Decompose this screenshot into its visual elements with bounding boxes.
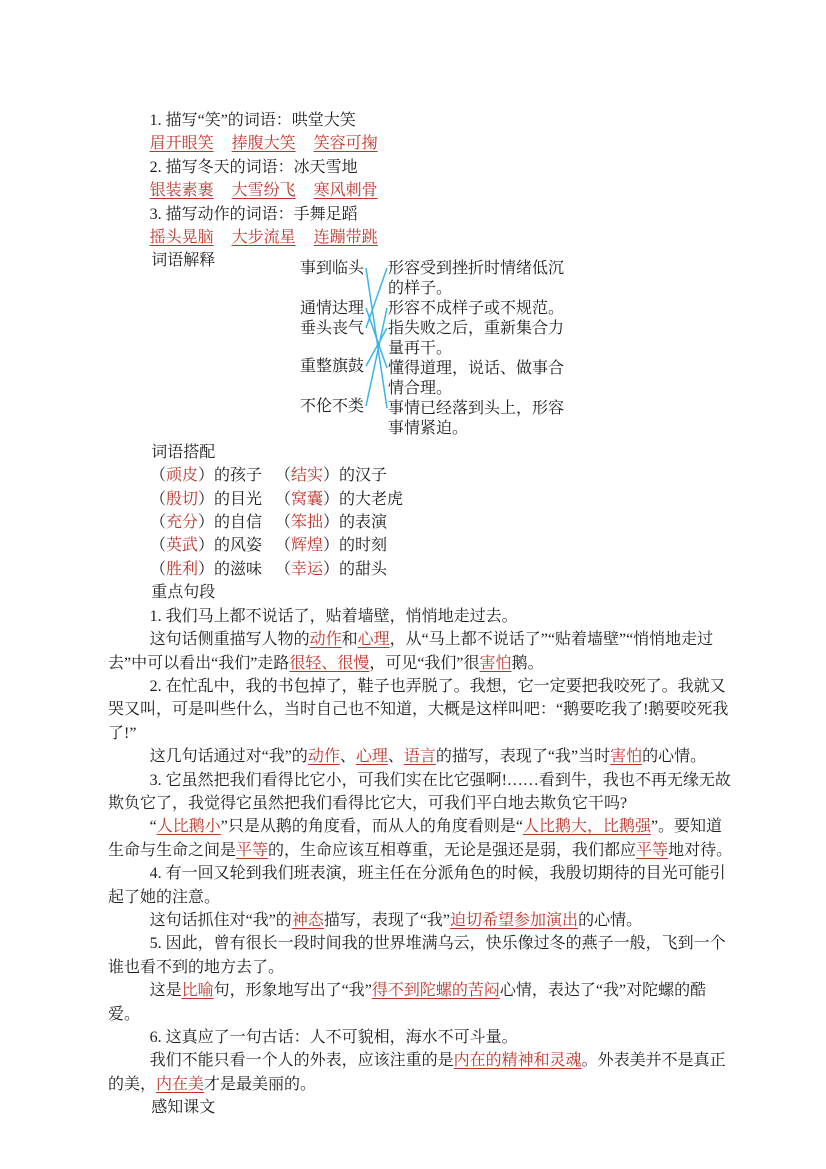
section-header-key-sentences: 重点句段 bbox=[151, 584, 216, 602]
collocation-blank: 顽皮 bbox=[166, 467, 199, 485]
red-highlight: 人比鹅大，比鹅强 bbox=[522, 818, 651, 836]
paragraph-text: 6. 这真应了一句古话：人不可貌相，海水不可斗量。 bbox=[149, 1029, 518, 1046]
collocation-cell bbox=[150, 511, 275, 534]
key-paragraph bbox=[108, 862, 738, 909]
paragraph-text: 1. 我们马上都不说话了，贴着墙壁，悄悄地走过去。 bbox=[149, 607, 518, 625]
red-highlight: 人比鹅小 bbox=[156, 818, 221, 836]
collocation-blank: 辉煌 bbox=[291, 537, 324, 555]
red-highlight: 害怕 bbox=[479, 654, 512, 672]
collocation-suffix: 的自信 bbox=[214, 514, 263, 532]
paragraph-text: ，从“马上都不说话了”“贴着墙壁”“悄悄地走过去”中可以看出“我们”走路 bbox=[108, 631, 714, 672]
key-paragraph bbox=[108, 769, 738, 816]
word-group-answers bbox=[108, 132, 738, 155]
collocation-cell bbox=[275, 558, 387, 581]
red-highlight: 动作 bbox=[307, 748, 340, 766]
key-paragraph bbox=[108, 979, 738, 1026]
paragraph-text: 这几句话通过对“我”的 bbox=[149, 748, 308, 766]
paragraph-text: 这是 bbox=[149, 982, 182, 1000]
paren-close: ） bbox=[323, 537, 340, 555]
key-paragraph bbox=[108, 628, 738, 675]
answer-word: 大步流星 bbox=[231, 229, 296, 247]
paren-close: ） bbox=[323, 514, 340, 532]
paragraph-text: 、 bbox=[339, 748, 356, 766]
paragraph-text: 描写，表现了“我” bbox=[323, 911, 451, 929]
red-highlight: 得不到陀螺的苦闷 bbox=[371, 982, 500, 1000]
red-highlight: 很轻、很慢 bbox=[289, 654, 370, 672]
matching-term: 不伦不类 bbox=[300, 397, 365, 415]
collocation-suffix: 的孩子 bbox=[214, 467, 263, 485]
paren-open: （ bbox=[150, 514, 167, 532]
collocation-row bbox=[108, 558, 738, 581]
paragraph-text: 我们不能只看一个人的外表，应该注重的是 bbox=[149, 1052, 454, 1070]
red-highlight: 心理 bbox=[357, 631, 390, 649]
key-paragraph bbox=[108, 932, 738, 979]
collocation-cell bbox=[150, 534, 275, 557]
paragraph-text: 和 bbox=[341, 631, 358, 649]
collocation-blank: 幸运 bbox=[291, 560, 324, 578]
paren-open: （ bbox=[150, 467, 167, 485]
section-header-explain: 词语解释 bbox=[151, 252, 216, 270]
red-highlight: 害怕 bbox=[610, 748, 643, 766]
paren-open: （ bbox=[275, 467, 292, 485]
matching-definition: 形容不成样子或不规范。 bbox=[388, 299, 565, 317]
paragraph-text: ”只是从鹅的角度看，而从人的角度看则是“ bbox=[220, 818, 523, 836]
paren-close: ） bbox=[198, 560, 215, 578]
collocation-row bbox=[108, 511, 738, 534]
red-highlight: 内在的精神和灵魂 bbox=[453, 1052, 582, 1070]
red-highlight: 心理 bbox=[355, 748, 388, 766]
collocation-suffix: 的汉子 bbox=[339, 467, 388, 485]
match-line bbox=[366, 268, 387, 328]
paren-close: ） bbox=[198, 514, 215, 532]
collocation-suffix: 的表演 bbox=[339, 514, 388, 532]
answer-word: 寒风刺骨 bbox=[313, 182, 378, 200]
collocation-blank: 殷切 bbox=[166, 490, 199, 508]
red-highlight: 平等 bbox=[636, 841, 669, 859]
collocation-suffix: 的时刻 bbox=[339, 537, 388, 555]
collocation-suffix: 的大老虎 bbox=[339, 490, 404, 508]
matching-definition: 指失败之后，重新集合力量再干。 bbox=[388, 319, 565, 357]
key-paragraph bbox=[108, 745, 738, 768]
word-group-prompt: 3. 描写动作的词语：手舞足蹈 bbox=[149, 205, 358, 223]
paragraph-text: 这句话抓住对“我”的 bbox=[149, 911, 292, 929]
key-paragraph bbox=[108, 605, 738, 628]
paragraph-text: 地对待。 bbox=[668, 841, 733, 859]
red-highlight: 神态 bbox=[291, 911, 324, 929]
matching-definition: 事情已经落到头上，形容事情紧迫。 bbox=[388, 399, 565, 437]
section-header-perceive: 感知课文 bbox=[151, 1099, 216, 1117]
paren-close: ） bbox=[198, 490, 215, 508]
matching-definition: 懂得道理，说话、做事合情合理。 bbox=[388, 359, 565, 397]
paragraph-text: 。外表美并不是真正的美， bbox=[108, 1052, 726, 1093]
collocation-section bbox=[108, 464, 738, 581]
paren-open: （ bbox=[275, 537, 292, 555]
matching-term: 重整旗鼓 bbox=[300, 357, 365, 375]
matching-definition: 形容受到挫折时情绪低沉的样子。 bbox=[388, 259, 565, 297]
paren-close: ） bbox=[323, 467, 340, 485]
section-header-collocation: 词语搭配 bbox=[151, 443, 216, 461]
word-group-answers bbox=[108, 226, 738, 249]
paragraph-text: 句，形象地写出了“我” bbox=[213, 982, 372, 1000]
paren-open: （ bbox=[275, 560, 292, 578]
red-highlight: 动作 bbox=[309, 631, 342, 649]
paren-close: ） bbox=[323, 490, 340, 508]
paragraph-text: 5. 因此，曾有很长一段时间我的世界堆满乌云，快乐像过冬的燕子一般，飞到一个谁也看不到的地方去了。 bbox=[108, 935, 726, 976]
paragraph-text: 的描写，表现了“我”当时 bbox=[435, 748, 611, 766]
collocation-cell bbox=[275, 534, 387, 557]
paragraph-text: 3. 它虽然把我们看得比它小，可我们实在比它强啊!……看到牛，我也不再无缘无故欺负它了，我觉得它虽然把我们看得比它大，可我们平白地去欺负它干吗? bbox=[108, 771, 731, 812]
paragraph-text: 2. 在忙乱中，我的书包掉了，鞋子也弄脱了。我想，它一定要把我咬死了。我就又哭又叫，可是叫些什么，当时自己也不知道，大概是这样叫吧：“鹅要吃我了!鹅要咬死我了!” bbox=[108, 677, 729, 742]
paragraph-text: 4. 有一回又轮到我们班表演，班主任在分派角色的时候，我殷切期待的目光可能引起了她的注意。 bbox=[108, 865, 726, 906]
collocation-suffix: 的风姿 bbox=[214, 537, 263, 555]
collocation-cell bbox=[150, 488, 275, 511]
word-group-prompt: 2. 描写冬天的词语：冰天雪地 bbox=[149, 158, 358, 176]
collocation-blank: 充分 bbox=[166, 514, 199, 532]
paragraph-text: 才是最美丽的。 bbox=[204, 1075, 317, 1093]
collocation-blank: 笨拙 bbox=[291, 514, 324, 532]
paragraph-text: 鹅。 bbox=[511, 654, 544, 672]
answer-word: 眉开眼笑 bbox=[149, 135, 214, 153]
paren-close: ） bbox=[323, 560, 340, 578]
key-paragraph bbox=[108, 909, 738, 932]
key-paragraph bbox=[108, 815, 738, 862]
word-group-prompt: 1. 描写“笑”的词语：哄堂大笑 bbox=[149, 112, 356, 129]
matching-term: 通情达理 bbox=[300, 299, 365, 317]
paren-open: （ bbox=[275, 490, 292, 508]
collocation-suffix: 的滋味 bbox=[214, 560, 263, 578]
collocation-row bbox=[108, 534, 738, 557]
answer-word: 摇头晃脑 bbox=[149, 229, 214, 247]
red-highlight: 语言 bbox=[403, 748, 436, 766]
collocation-row bbox=[108, 488, 738, 511]
matching-lines-svg bbox=[300, 259, 600, 441]
collocation-cell bbox=[275, 511, 387, 534]
collocation-cell bbox=[150, 464, 275, 487]
collocation-blank: 胜利 bbox=[166, 560, 199, 578]
collocation-blank: 英武 bbox=[166, 537, 199, 555]
answer-word: 捧腹大笑 bbox=[231, 135, 296, 153]
paragraph-text: 这句话侧重描写人物的 bbox=[149, 631, 310, 649]
matching-term: 垂头丧气 bbox=[300, 319, 365, 337]
paren-open: （ bbox=[150, 560, 167, 578]
red-highlight: 内在美 bbox=[156, 1075, 205, 1093]
answer-word: 大雪纷飞 bbox=[231, 182, 296, 200]
collocation-blank: 窝囊 bbox=[291, 490, 324, 508]
key-paragraph bbox=[108, 1026, 738, 1049]
word-list-section bbox=[108, 109, 738, 249]
matching-term: 事到临头 bbox=[300, 259, 365, 277]
paragraph-text: 、 bbox=[387, 748, 404, 766]
paren-open: （ bbox=[150, 537, 167, 555]
paren-open: （ bbox=[275, 514, 292, 532]
answer-word: 连蹦带跳 bbox=[313, 229, 378, 247]
matching-diagram bbox=[300, 259, 600, 441]
red-highlight: 平等 bbox=[236, 841, 269, 859]
collocation-cell bbox=[275, 488, 403, 511]
paragraph-text: ，可见“我们”很 bbox=[369, 654, 480, 672]
red-highlight: 比喻 bbox=[181, 982, 214, 1000]
collocation-suffix: 的甜头 bbox=[339, 560, 388, 578]
collocation-blank: 结实 bbox=[291, 467, 324, 485]
paragraph-text: 的，生命应该互相尊重，无论是强还是弱，我们都应 bbox=[268, 841, 637, 859]
answer-word: 银装素裹 bbox=[149, 182, 214, 200]
red-highlight: 迫切希望参加演出 bbox=[450, 911, 579, 929]
answer-word: 笑容可掬 bbox=[313, 135, 378, 153]
collocation-suffix: 的目光 bbox=[214, 490, 263, 508]
paragraph-text: 的心情。 bbox=[578, 911, 643, 929]
key-paragraph bbox=[108, 675, 738, 745]
key-paragraph bbox=[108, 1049, 738, 1096]
collocation-cell bbox=[275, 464, 387, 487]
paragraph-text: 的心情。 bbox=[642, 748, 707, 766]
paren-open: （ bbox=[150, 490, 167, 508]
collocation-row bbox=[108, 464, 738, 487]
paragraph-text: “ bbox=[149, 818, 157, 836]
key-sentences-section bbox=[108, 605, 738, 1097]
word-group-answers bbox=[108, 179, 738, 202]
paragraph-text: ”。要知道生命与生命之间是 bbox=[108, 818, 723, 859]
paren-close: ） bbox=[198, 537, 215, 555]
paragraph-text: 心情，表达了“我”对陀螺的酷爱。 bbox=[108, 982, 707, 1023]
collocation-cell bbox=[150, 558, 275, 581]
paren-close: ） bbox=[198, 467, 215, 485]
